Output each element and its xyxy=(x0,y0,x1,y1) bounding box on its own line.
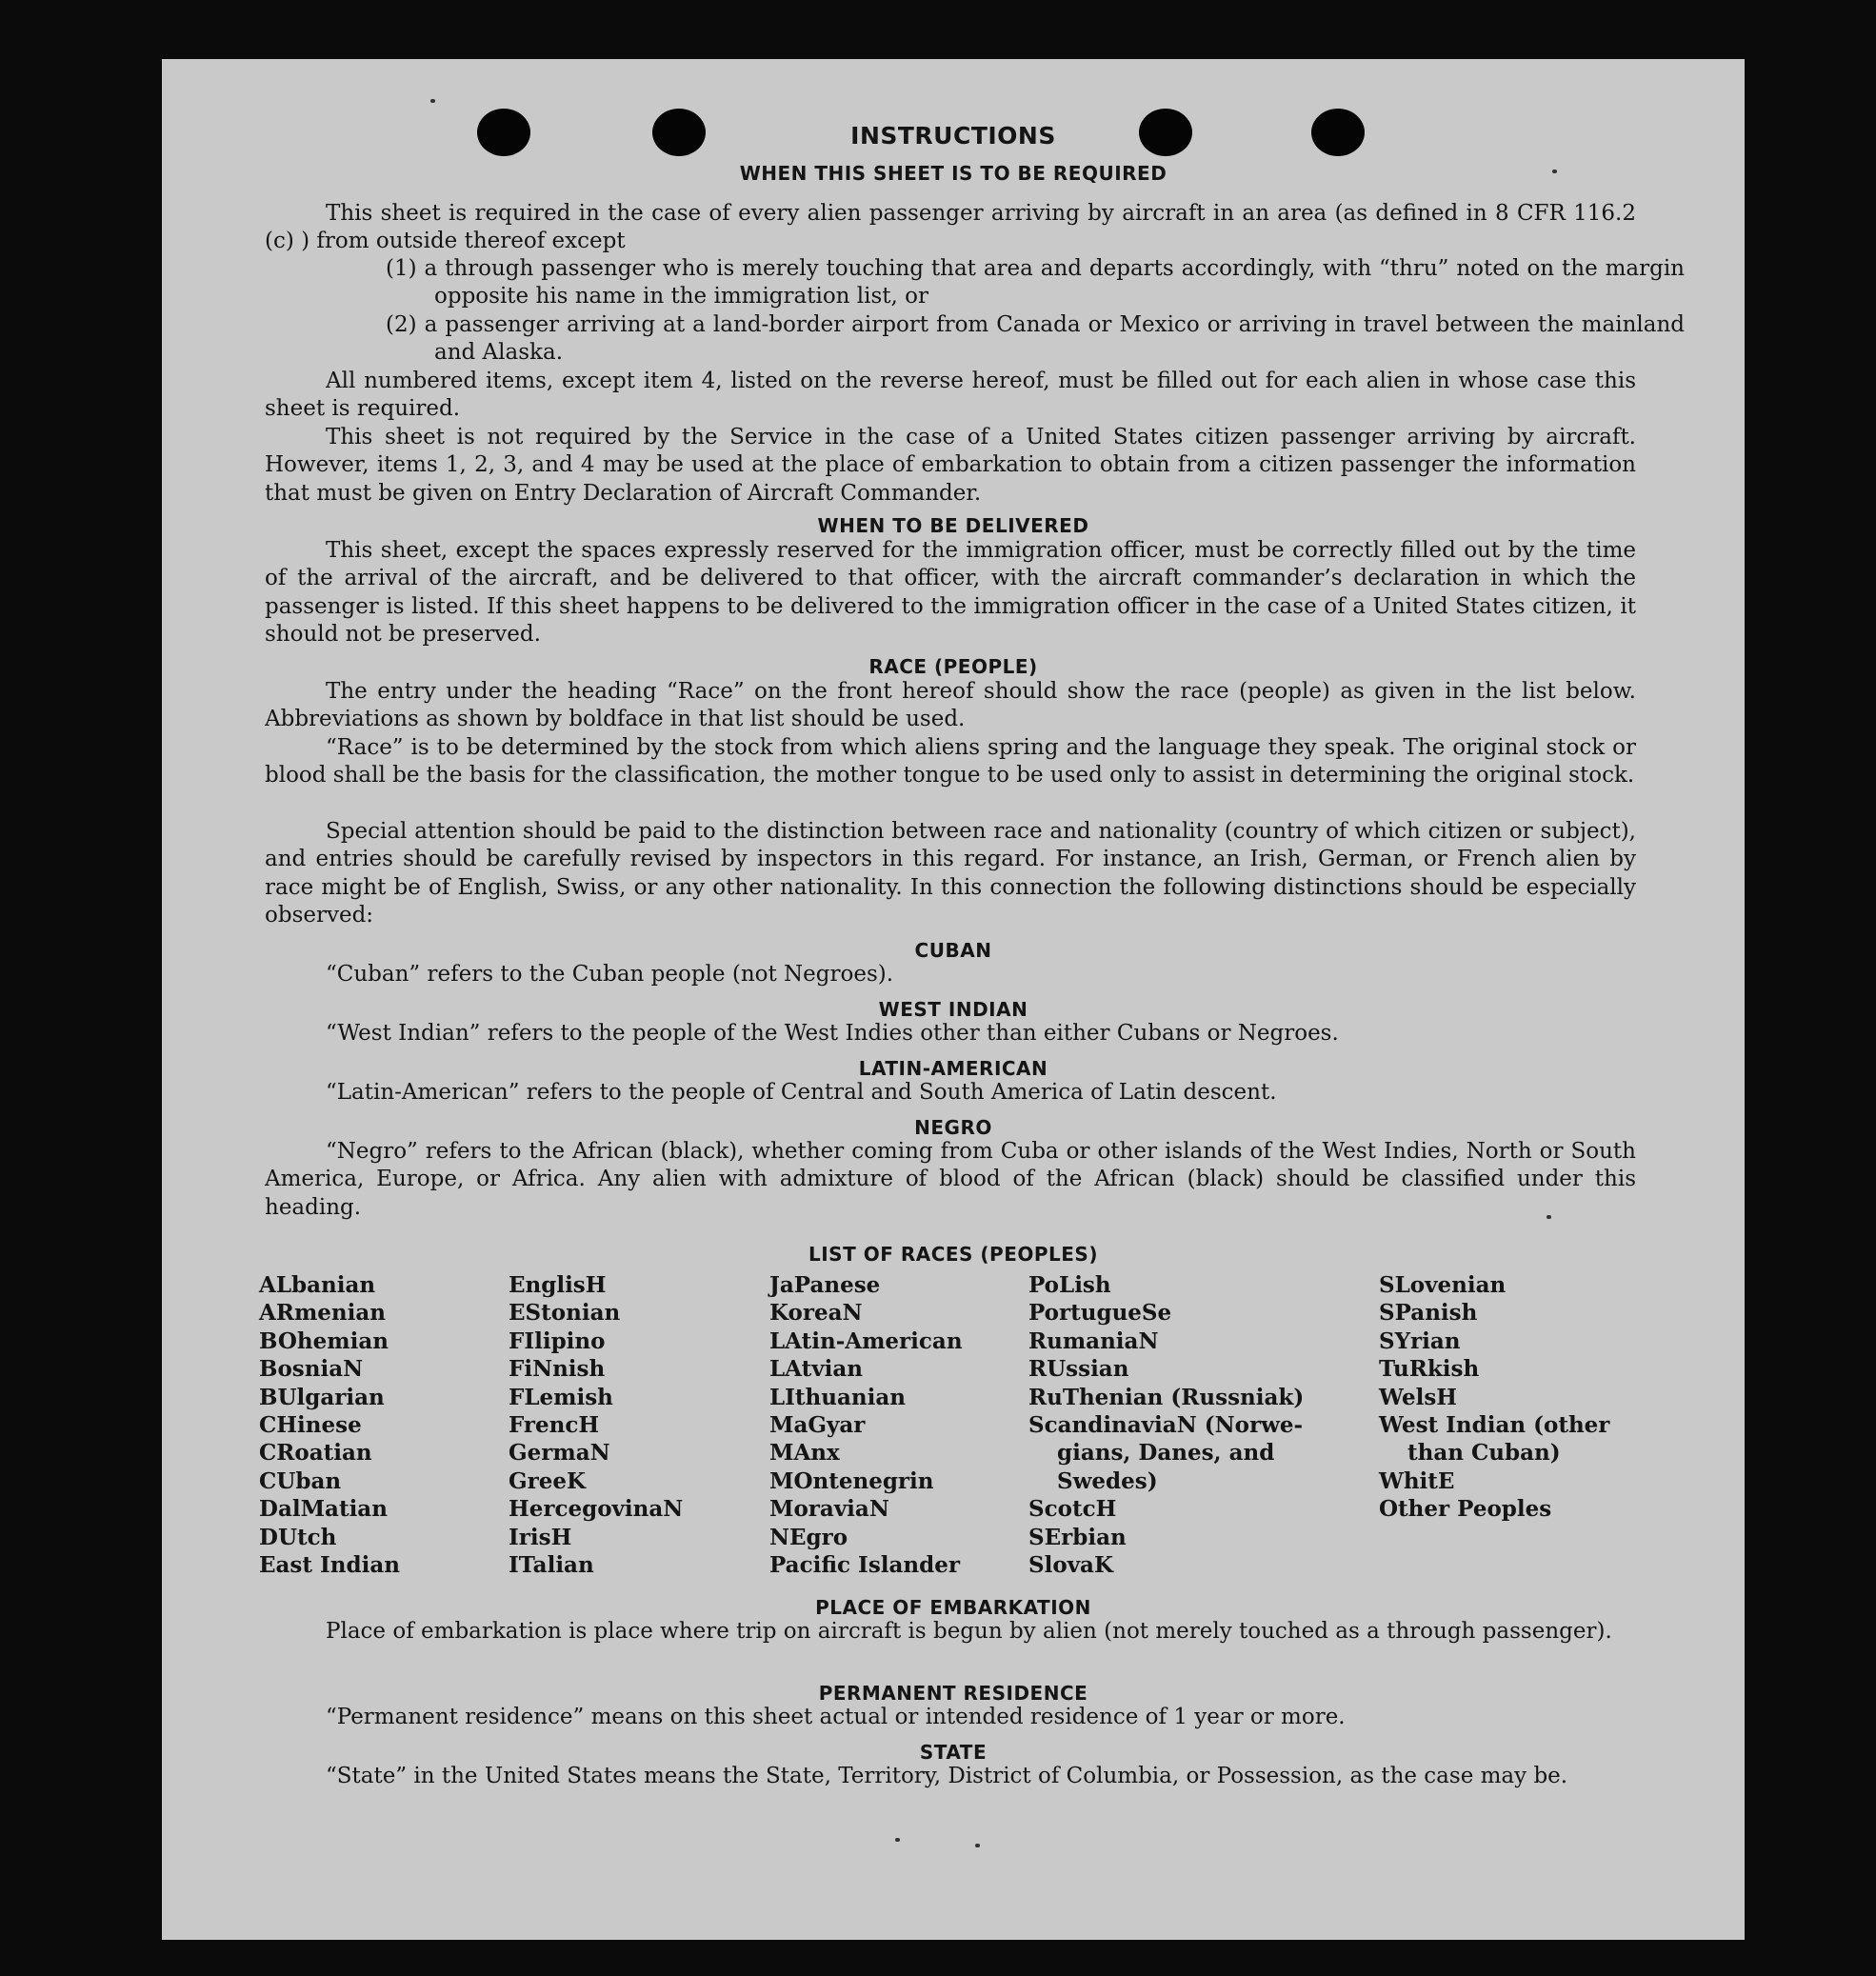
race-item: ALbanian xyxy=(259,1272,376,1298)
paragraph-race-nationality: Special attention should be paid to the distinction between race and nationality (country of which citizen or subject), and entries should be carefully revised by inspectors in this regard. For instance, an Irish, German, or French alien by race might be of English, Swiss, or any other nationality. In this connection the following distinctions should be especially observed: xyxy=(265,819,1636,928)
race-item: West Indian (other xyxy=(1379,1412,1610,1439)
race-item: MoraviaN xyxy=(769,1496,889,1523)
text-embarkation: Place of embarkation is place where trip on aircraft is begun by alien (not merely touched as a through passenger). xyxy=(326,1619,1612,1644)
heading-when-delivered: WHEN TO BE DELIVERED xyxy=(817,514,1089,537)
race-item: SYrian xyxy=(1379,1327,1461,1354)
race-item: ScotcH xyxy=(1028,1496,1117,1523)
race-item-continuation: than Cuban) xyxy=(1407,1440,1561,1467)
heading-when-required: WHEN THIS SHEET IS TO BE REQUIRED xyxy=(739,162,1168,185)
race-item: GermaN xyxy=(509,1440,610,1467)
race-item: CRoatian xyxy=(259,1440,372,1467)
paragraph-race-entry: The entry under the heading “Race” on the front hereof should show the race (people) as given in the list below. Abbreviations as shown by boldface in that list should be used. xyxy=(265,679,1636,732)
heading-permanent-residence: PERMANENT RESIDENCE xyxy=(818,1682,1088,1705)
race-item: SLovenian xyxy=(1379,1272,1507,1298)
text-latin-american: “Latin-American” refers to the people of Central and South America of Latin descent. xyxy=(326,1080,1277,1105)
race-item: ScandinaviaN (Norwe- xyxy=(1028,1412,1304,1439)
race-item: EStonian xyxy=(509,1300,621,1327)
race-item: FiNnish xyxy=(509,1356,606,1383)
race-item: SPanish xyxy=(1379,1300,1478,1327)
race-column-5 xyxy=(1379,1271,1609,1524)
heading-state: STATE xyxy=(919,1741,988,1764)
text-west-indian: “West Indian” refers to the people of the West Indies other than either Cubans or Negroes. xyxy=(326,1021,1339,1046)
race-item: DUtch xyxy=(259,1524,337,1550)
race-item: WelsH xyxy=(1379,1384,1458,1410)
race-item: RUssian xyxy=(1028,1356,1129,1383)
race-item: FLemish xyxy=(509,1384,613,1410)
exception-item-1: (1) a through passenger who is merely touching that area and departs accordingly, with “thru” noted on the margin opposite his name in the immigration list, or xyxy=(386,256,1685,309)
race-item: KoreaN xyxy=(769,1300,863,1327)
race-item: MAnx xyxy=(769,1440,840,1467)
paragraph-numbered-items: All numbered items, except item 4, listed on the reverse hereof, must be filled out for each alien in whose case this sheet is required. xyxy=(265,369,1636,422)
exception-item-2: (2) a passenger arriving at a land-border airport from Canada or Mexico or arriving in travel between the mainland and Alaska. xyxy=(386,312,1685,366)
paragraph-citizen: This sheet is not required by the Service in the case of a United States citizen passenger arriving by aircraft. However, items 1, 2, 3, and 4 may be used at the place of embarkation to obtain from a citizen passenger the information that must be given on Entry Declaration of Aircraft Commander. xyxy=(265,425,1636,506)
race-item: PortugueSe xyxy=(1028,1300,1172,1327)
race-item: FIlipino xyxy=(509,1327,606,1354)
ink-speck xyxy=(975,1844,980,1847)
race-item: LIthuanian xyxy=(769,1384,906,1410)
race-item: LAtvian xyxy=(769,1356,863,1383)
race-item: MOntenegrin xyxy=(769,1467,934,1494)
text-permanent-residence: “Permanent residence” means on this sheet actual or intended residence of 1 year or more. xyxy=(326,1705,1346,1729)
race-column-4 xyxy=(1028,1271,1304,1579)
paragraph-race-definition: “Race” is to be determined by the stock from which aliens spring and the language they speak. The original stock or blood shall be the basis for the classification, the mother tongue to be used only to assist in determining the original stock. xyxy=(265,735,1636,788)
heading-latin-american: LATIN-AMERICAN xyxy=(858,1057,1048,1080)
race-item: SlovaK xyxy=(1028,1552,1113,1579)
race-item: Other Peoples xyxy=(1379,1496,1552,1523)
heading-west-indian: WEST INDIAN xyxy=(878,998,1028,1021)
race-item: IrisH xyxy=(509,1524,572,1550)
race-item: CUban xyxy=(259,1467,342,1494)
ink-speck xyxy=(895,1838,900,1842)
ink-speck xyxy=(430,99,435,103)
race-item: EnglisH xyxy=(509,1272,607,1298)
race-column-2 xyxy=(509,1271,683,1579)
paragraph-delivered: This sheet, except the spaces expressly reserved for the immigration officer, must be correctly filled out by the time of the arrival of the aircraft, and be delivered to that officer, with the aircraft commander’s declaration in which the passenger is listed. If this sheet happens to be delivered to the immigration officer in the case of a United States citizen, it should not be preserved. xyxy=(265,538,1636,648)
race-item: JaPanese xyxy=(769,1272,881,1298)
race-item: BosniaN xyxy=(259,1356,364,1383)
race-item: RumaniaN xyxy=(1028,1327,1159,1354)
text-cuban: “Cuban” refers to the Cuban people (not Negroes). xyxy=(326,962,894,987)
race-column-1 xyxy=(259,1271,400,1579)
race-item: SErbian xyxy=(1028,1524,1127,1550)
race-item: DalMatian xyxy=(259,1496,388,1523)
race-item-continuation: Swedes) xyxy=(1057,1467,1158,1494)
race-item: PoLish xyxy=(1028,1272,1111,1298)
ink-speck xyxy=(1552,170,1557,173)
heading-list-of-races: LIST OF RACES (PEOPLES) xyxy=(808,1243,1098,1266)
race-item-continuation: gians, Danes, and xyxy=(1057,1440,1275,1467)
race-item: East Indian xyxy=(259,1552,400,1579)
race-item: TuRkish xyxy=(1379,1356,1480,1383)
race-item: WhitE xyxy=(1379,1467,1455,1494)
text-state: “State” in the United States means the State, Territory, District of Columbia, or Possession, as the case may be. xyxy=(326,1764,1568,1788)
instructions-title: INSTRUCTIONS xyxy=(850,122,1056,150)
heading-cuban: CUBAN xyxy=(914,939,992,962)
race-item: LAtin-American xyxy=(769,1327,963,1354)
race-item: RuThenian (Russniak) xyxy=(1028,1384,1305,1410)
race-item: HercegovinaN xyxy=(509,1496,684,1523)
race-item: FrencH xyxy=(509,1412,600,1439)
ink-speck xyxy=(1547,1215,1551,1219)
race-item: Pacific Islander xyxy=(769,1552,960,1579)
instruction-sheet xyxy=(162,59,1745,1940)
race-item: MaGyar xyxy=(769,1412,866,1439)
race-item: BOhemian xyxy=(259,1327,389,1354)
race-item: BUlgarian xyxy=(259,1384,385,1410)
race-item: CHinese xyxy=(259,1412,362,1439)
race-item: GreeK xyxy=(509,1467,587,1494)
heading-embarkation: PLACE OF EMBARKATION xyxy=(815,1596,1091,1619)
race-column-3 xyxy=(769,1271,963,1579)
paragraph-required: This sheet is required in the case of every alien passenger arriving by aircraft in an area (as defined in 8 CFR 116.2 (c) ) from outside thereof except xyxy=(265,201,1636,254)
race-item: NEgro xyxy=(769,1524,848,1550)
race-item: ITalian xyxy=(509,1552,594,1579)
race-item: ARmenian xyxy=(259,1300,387,1327)
heading-negro: NEGRO xyxy=(914,1116,992,1139)
text-negro: “Negro” refers to the African (black), whether coming from Cuba or other islands of the West Indies, North or South America, Europe, or Africa. Any alien with admixture of blood of the African (black) should be classified under this heading. xyxy=(265,1139,1636,1220)
race-list xyxy=(259,1271,1649,1579)
heading-race: RACE (PEOPLE) xyxy=(868,655,1038,678)
